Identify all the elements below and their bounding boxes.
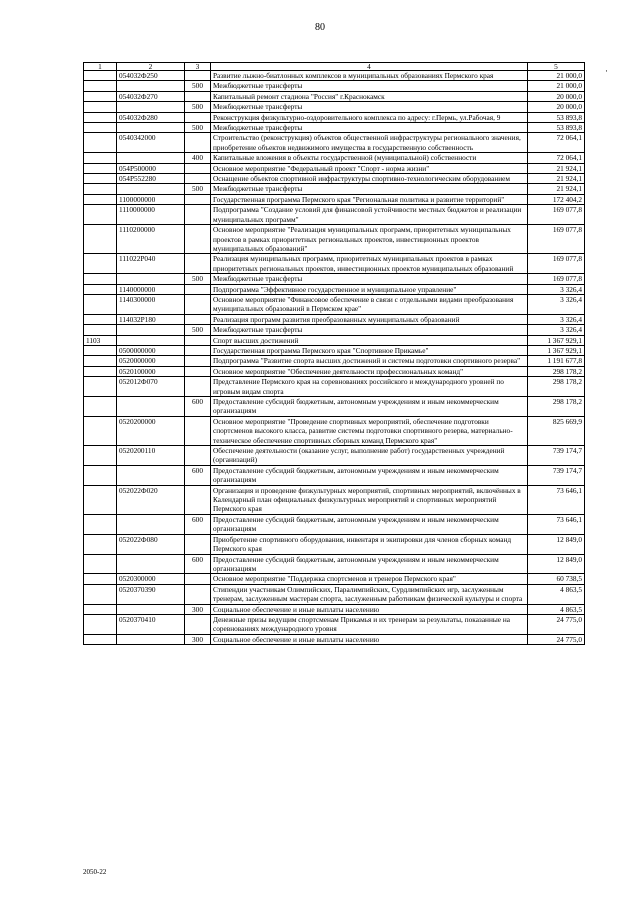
- target-code-cell: 0520370390: [117, 584, 185, 604]
- target-code-cell: [117, 634, 185, 644]
- page-number: 80: [315, 22, 325, 33]
- target-code-cell: 054032Ф280: [117, 112, 185, 122]
- item-name-cell: Подпрограмма "Создание условий для финансовой устойчивости местных бюджетов и реализации муниципальных программ": [211, 205, 528, 225]
- item-name-cell: Основное мероприятие "Обеспечение деятельности профессиональных команд": [211, 366, 528, 376]
- section-code-cell: [84, 485, 117, 514]
- target-code-cell: [117, 554, 185, 574]
- section-code-cell: [84, 356, 117, 366]
- section-code-cell: [84, 465, 117, 485]
- header-col-2: 2: [117, 63, 185, 71]
- section-code-cell: [84, 446, 117, 466]
- table-row: [84, 274, 585, 284]
- table-row: [84, 225, 585, 254]
- amount-cell: 73 646,1: [528, 514, 585, 534]
- section-code-cell: [84, 634, 117, 644]
- target-code-cell: 114032P180: [117, 314, 185, 324]
- item-name-cell: Денежные призы ведущим спортсменам Прикамья и их тренерам за результаты, показанные на соревнованиях международного уровня: [211, 614, 528, 634]
- table-row: [84, 194, 585, 204]
- header-col-4: 4: [211, 63, 528, 71]
- expense-type-cell: [185, 614, 211, 634]
- amount-cell: 53 893,8: [528, 112, 585, 122]
- table-row: [84, 133, 585, 153]
- expense-type-cell: 500: [185, 274, 211, 284]
- target-code-cell: [117, 514, 185, 534]
- item-name-cell: Подпрограмма "Эффективное государственное и муниципальное управление": [211, 284, 528, 294]
- table-row: [84, 284, 585, 294]
- amount-cell: 169 077,8: [528, 274, 585, 284]
- table-row: [84, 325, 585, 335]
- expense-type-cell: 500: [185, 81, 211, 91]
- amount-cell: 298 178,2: [528, 397, 585, 417]
- target-code-cell: [117, 465, 185, 485]
- item-name-cell: Капитальный ремонт стадиона "Россия" г.Краснокамск: [211, 91, 528, 101]
- item-name-cell: Оснащение объектов спортивной инфраструктуры спортивно-технологическим оборудованием: [211, 174, 528, 184]
- target-code-cell: 1110000000: [117, 205, 185, 225]
- section-code-cell: [84, 91, 117, 101]
- section-code-cell: [84, 163, 117, 173]
- item-name-cell: Государственная программа Пермского края "Спортивное Прикамье": [211, 345, 528, 355]
- table-row: [84, 112, 585, 122]
- expense-type-cell: [185, 112, 211, 122]
- amount-cell: 72 064,1: [528, 133, 585, 153]
- section-code-cell: [84, 584, 117, 604]
- expense-type-cell: 500: [185, 184, 211, 194]
- amount-cell: 53 893,8: [528, 123, 585, 133]
- section-code-cell: [84, 366, 117, 376]
- table-row: [84, 514, 585, 534]
- table-row: [84, 584, 585, 604]
- expense-type-cell: 300: [185, 604, 211, 614]
- amount-cell: 24 775,0: [528, 614, 585, 634]
- expense-type-cell: [185, 377, 211, 397]
- table-row: [84, 91, 585, 101]
- expense-type-cell: 500: [185, 325, 211, 335]
- amount-cell: 4 863,5: [528, 604, 585, 614]
- amount-cell: 60 738,5: [528, 574, 585, 584]
- section-code-cell: [84, 274, 117, 284]
- table-row: [84, 71, 585, 81]
- expense-type-cell: [185, 345, 211, 355]
- target-code-cell: 1100000000: [117, 194, 185, 204]
- target-code-cell: 052022Ф080: [117, 534, 185, 554]
- header-col-5: 5: [528, 63, 585, 71]
- table-row: [84, 446, 585, 466]
- expense-type-cell: 300: [185, 634, 211, 644]
- section-code-cell: [84, 294, 117, 314]
- amount-cell: 72 064,1: [528, 153, 585, 163]
- expense-type-cell: [185, 574, 211, 584]
- amount-cell: 20 000,0: [528, 102, 585, 112]
- expense-type-cell: [185, 91, 211, 101]
- item-name-cell: Социальное обеспечение и иные выплаты населению: [211, 604, 528, 614]
- item-name-cell: Межбюджетные трансферты: [211, 184, 528, 194]
- item-name-cell: Основное мероприятие "Федеральный проект "Спорт - норма жизни": [211, 163, 528, 173]
- section-code-cell: [84, 102, 117, 112]
- amount-cell: 169 077,8: [528, 205, 585, 225]
- budget-table: [83, 62, 585, 645]
- expense-type-cell: [185, 314, 211, 324]
- target-code-cell: [117, 325, 185, 335]
- expense-type-cell: [185, 366, 211, 376]
- table-row: [84, 184, 585, 194]
- expense-type-cell: [185, 416, 211, 445]
- amount-cell: 1 367 929,1: [528, 345, 585, 355]
- target-code-cell: [117, 102, 185, 112]
- section-code-cell: 1103: [84, 335, 117, 345]
- section-code-cell: [84, 133, 117, 153]
- amount-cell: 172 404,2: [528, 194, 585, 204]
- table-row: [84, 163, 585, 173]
- item-name-cell: Предоставление субсидий бюджетным, автономным учреждениям и иным некоммерческим организациям: [211, 397, 528, 417]
- expense-type-cell: [185, 254, 211, 274]
- target-code-cell: [117, 153, 185, 163]
- item-name-cell: Реконструкция физкультурно-оздоровительного комплекса по адресу: г.Пермь, ул.Рабочая, 9: [211, 112, 528, 122]
- expense-type-cell: 600: [185, 397, 211, 417]
- table-row: [84, 604, 585, 614]
- target-code-cell: 1140300000: [117, 294, 185, 314]
- expense-type-cell: [185, 174, 211, 184]
- item-name-cell: Реализация муниципальных программ, приоритетных муниципальных проектов в рамках приоритетных региональных проектов, инвестиционных проектов муниципальных образований: [211, 254, 528, 274]
- section-code-cell: [84, 153, 117, 163]
- target-code-cell: 0520300000: [117, 574, 185, 584]
- section-code-cell: [84, 254, 117, 274]
- table-row: [84, 485, 585, 514]
- item-name-cell: Предоставление субсидий бюджетным, автономным учреждениям и иным некоммерческим организациям: [211, 465, 528, 485]
- table-row: [84, 345, 585, 355]
- table-row: [84, 377, 585, 397]
- target-code-cell: 054P500000: [117, 163, 185, 173]
- expense-type-cell: [185, 335, 211, 345]
- section-code-cell: [84, 174, 117, 184]
- amount-cell: 24 775,0: [528, 634, 585, 644]
- section-code-cell: [84, 314, 117, 324]
- amount-cell: 21 000,0: [528, 81, 585, 91]
- target-code-cell: 052022Ф020: [117, 485, 185, 514]
- amount-cell: 169 077,8: [528, 254, 585, 274]
- target-code-cell: 1110200000: [117, 225, 185, 254]
- expense-type-cell: [185, 356, 211, 366]
- target-code-cell: 0540342000: [117, 133, 185, 153]
- item-name-cell: Социальное обеспечение и иные выплаты населению: [211, 634, 528, 644]
- target-code-cell: 1140000000: [117, 284, 185, 294]
- section-code-cell: [84, 123, 117, 133]
- header-col-3: 3: [185, 63, 211, 71]
- amount-cell: 1 191 677,8: [528, 356, 585, 366]
- target-code-cell: 054P552280: [117, 174, 185, 184]
- item-name-cell: Межбюджетные трансферты: [211, 325, 528, 335]
- item-name-cell: Межбюджетные трансферты: [211, 274, 528, 284]
- expense-type-cell: [185, 225, 211, 254]
- item-name-cell: Предоставление субсидий бюджетным, автономным учреждениям и иным некоммерческим организациям: [211, 554, 528, 574]
- section-code-cell: [84, 574, 117, 584]
- section-code-cell: [84, 534, 117, 554]
- amount-cell: 21 924,1: [528, 184, 585, 194]
- section-code-cell: [84, 184, 117, 194]
- expense-type-cell: [185, 446, 211, 466]
- item-name-cell: Организация и проведение физкультурных мероприятий, спортивных мероприятий, включённых в Календарный план официальных физкультурных мероприятий и спортивных мероприятий Пермского края: [211, 485, 528, 514]
- section-code-cell: [84, 345, 117, 355]
- item-name-cell: Стипендии участникам Олимпийских, Паралимпийских, Сурдлимпийских игр, заслуженным тренерам, заслуженным мастерам спорта, заслуженным работникам физической культуры и спорта: [211, 584, 528, 604]
- section-code-cell: [84, 614, 117, 634]
- target-code-cell: [117, 184, 185, 194]
- table-row: [84, 205, 585, 225]
- table-row: [84, 397, 585, 417]
- amount-cell: 20 000,0: [528, 91, 585, 101]
- target-code-cell: 054032Ф270: [117, 91, 185, 101]
- amount-cell: 298 178,2: [528, 377, 585, 397]
- table-row: [84, 614, 585, 634]
- table-row: [84, 294, 585, 314]
- header-col-1: 1: [84, 63, 117, 71]
- amount-cell: 12 849,0: [528, 554, 585, 574]
- item-name-cell: Основное мероприятие "Проведение спортивных мероприятий, обеспечение подготовки спортсменов высокого класса, развитие системы подготовки спортивного резерва, материально-техническое обеспечение спортивных сборных команд Пермского края": [211, 416, 528, 445]
- amount-cell: 739 174,7: [528, 446, 585, 466]
- amount-cell: 73 646,1: [528, 485, 585, 514]
- table-row: [84, 534, 585, 554]
- table-row: [84, 314, 585, 324]
- item-name-cell: Представление Пермского края на соревнованиях российского и международного уровней по игровым видам спорта: [211, 377, 528, 397]
- target-code-cell: [117, 335, 185, 345]
- item-name-cell: Основное мероприятие "Поддержка спортсменов и тренеров Пермского края": [211, 574, 528, 584]
- expense-type-cell: [185, 584, 211, 604]
- target-code-cell: 0500000000: [117, 345, 185, 355]
- table-row: [84, 416, 585, 445]
- amount-cell: 298 178,2: [528, 366, 585, 376]
- section-code-cell: [84, 194, 117, 204]
- table-row: [84, 335, 585, 345]
- expense-type-cell: 500: [185, 102, 211, 112]
- table-row: [84, 153, 585, 163]
- table-row: [84, 102, 585, 112]
- expense-type-cell: 600: [185, 554, 211, 574]
- target-code-cell: [117, 274, 185, 284]
- item-name-cell: Подпрограмма "Развитие спорта высших достижений и системы подготовки спортивного резерва": [211, 356, 528, 366]
- table-row: [84, 123, 585, 133]
- target-code-cell: 0520200000: [117, 416, 185, 445]
- item-name-cell: Государственная программа Пермского края "Региональная политика и развитие территорий": [211, 194, 528, 204]
- section-code-cell: [84, 604, 117, 614]
- table-row: [84, 465, 585, 485]
- item-name-cell: Строительство (реконструкция) объектов общественной инфраструктуры регионального значения, приобретение объектов недвижимого имущества в государственную собственность: [211, 133, 528, 153]
- target-code-cell: 052012Ф070: [117, 377, 185, 397]
- target-code-cell: 0520000000: [117, 356, 185, 366]
- section-code-cell: [84, 71, 117, 81]
- amount-cell: 825 669,9: [528, 416, 585, 445]
- expense-type-cell: 500: [185, 123, 211, 133]
- item-name-cell: Межбюджетные трансферты: [211, 102, 528, 112]
- table-header-row: [84, 63, 585, 71]
- expense-type-cell: [185, 205, 211, 225]
- item-name-cell: Предоставление субсидий бюджетным, автономным учреждениям и иным некоммерческим организациям: [211, 514, 528, 534]
- target-code-cell: 0520370410: [117, 614, 185, 634]
- table-row: [84, 356, 585, 366]
- target-code-cell: [117, 123, 185, 133]
- expense-type-cell: 600: [185, 514, 211, 534]
- amount-cell: 21 000,0: [528, 71, 585, 81]
- amount-cell: 3 326,4: [528, 325, 585, 335]
- amount-cell: 4 863,5: [528, 584, 585, 604]
- section-code-cell: [84, 397, 117, 417]
- item-name-cell: Реализация программ развития преобразованных муниципальных образований: [211, 314, 528, 324]
- table-row: [84, 554, 585, 574]
- expense-type-cell: [185, 485, 211, 514]
- target-code-cell: 054032Ф250: [117, 71, 185, 81]
- table-row: [84, 574, 585, 584]
- expense-type-cell: [185, 163, 211, 173]
- target-code-cell: 111022P040: [117, 254, 185, 274]
- item-name-cell: Спорт высших достижений: [211, 335, 528, 345]
- target-code-cell: [117, 397, 185, 417]
- section-code-cell: [84, 205, 117, 225]
- item-name-cell: Капитальные вложения в объекты государственной (муниципальной) собственности: [211, 153, 528, 163]
- item-name-cell: Развитие лыжно-биатлонных комплексов в муниципальных образованиях Пермского края: [211, 71, 528, 81]
- section-code-cell: [84, 225, 117, 254]
- table-row: [84, 634, 585, 644]
- expense-type-cell: 400: [185, 153, 211, 163]
- section-code-cell: [84, 284, 117, 294]
- section-code-cell: [84, 416, 117, 445]
- section-code-cell: [84, 514, 117, 534]
- expense-type-cell: 600: [185, 465, 211, 485]
- amount-cell: 3 326,4: [528, 284, 585, 294]
- item-name-cell: Межбюджетные трансферты: [211, 123, 528, 133]
- amount-cell: 3 326,4: [528, 314, 585, 324]
- expense-type-cell: [185, 294, 211, 314]
- table-row: [84, 366, 585, 376]
- table-row: [84, 81, 585, 91]
- expense-type-cell: [185, 284, 211, 294]
- document-code: 2050-22: [83, 868, 107, 876]
- amount-cell: 21 924,1: [528, 163, 585, 173]
- item-name-cell: Основное мероприятие "Финансовое обеспечение в связи с отдельными видами преобразования муниципальных образований в Пермском крае": [211, 294, 528, 314]
- section-code-cell: [84, 377, 117, 397]
- table-row: [84, 254, 585, 274]
- expense-type-cell: [185, 194, 211, 204]
- amount-cell: 1 367 929,1: [528, 335, 585, 345]
- item-name-cell: Приобретение спортивного оборудования, инвентаря и экипировки для членов сборных команд Пермского края: [211, 534, 528, 554]
- target-code-cell: 0520100000: [117, 366, 185, 376]
- amount-cell: 739 174,7: [528, 465, 585, 485]
- amount-cell: 169 077,8: [528, 225, 585, 254]
- table-row: [84, 174, 585, 184]
- target-code-cell: 0520200110: [117, 446, 185, 466]
- target-code-cell: [117, 604, 185, 614]
- amount-cell: 21 924,1: [528, 174, 585, 184]
- margin-mark: ·: [605, 66, 608, 76]
- amount-cell: 12 849,0: [528, 534, 585, 554]
- amount-cell: 3 326,4: [528, 294, 585, 314]
- item-name-cell: Обеспечение деятельности (оказание услуг, выполнение работ) государственных учреждений (организаций): [211, 446, 528, 466]
- item-name-cell: Основное мероприятие "Реализация муниципальных программ, приоритетных муниципальных проектов в рамках приоритетных региональных проектов, инвестиционных проектов муниципальных образований": [211, 225, 528, 254]
- section-code-cell: [84, 325, 117, 335]
- expense-type-cell: [185, 71, 211, 81]
- target-code-cell: [117, 81, 185, 91]
- expense-type-cell: [185, 534, 211, 554]
- section-code-cell: [84, 81, 117, 91]
- section-code-cell: [84, 554, 117, 574]
- expense-type-cell: [185, 133, 211, 153]
- section-code-cell: [84, 112, 117, 122]
- item-name-cell: Межбюджетные трансферты: [211, 81, 528, 91]
